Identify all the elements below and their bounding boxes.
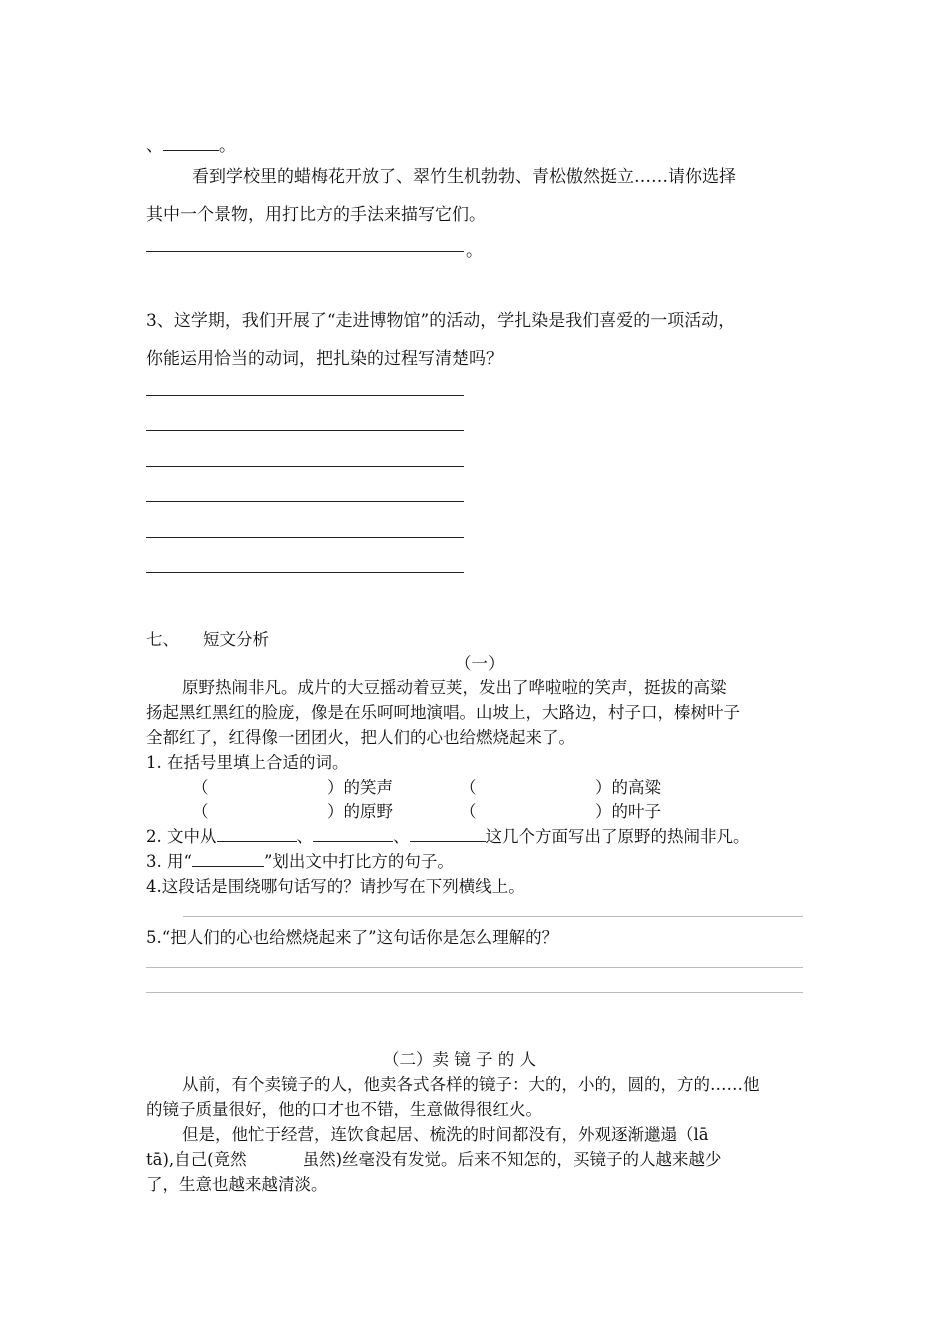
line-4-end: 虽然)丝毫没有发觉。后来不知怎的，买镜子的人越来越少	[302, 1150, 722, 1169]
separator: 、	[393, 827, 410, 846]
question-3-line-1: 3、这学期，我们开展了“走进博物馆”的活动，学扎染是我们喜爱的一项活动，	[146, 311, 736, 331]
passage-2-title: （二）卖 镜 子 的 人	[383, 1050, 536, 1069]
question-5: 5.“把人们的心也给燃烧起来了”这句话你是怎么理解的？	[146, 928, 559, 947]
passage-2-line-3: 但是，他忙于经营，连饮食起居、梳洗的时间都没有，外观逐渐邋遢（lā	[182, 1125, 709, 1144]
answer-line[interactable]	[183, 916, 803, 917]
question-2-start: 2. 文中从	[146, 827, 217, 846]
passage-1-line-3: 全都红了，红得像一团团火，把人们的心也给燃烧起来了。	[146, 728, 575, 747]
bracket-open: （	[460, 778, 477, 797]
bracket-open: （	[460, 802, 477, 821]
bracket-label: ）的叶子	[595, 802, 661, 821]
bracket-label: ）的笑声	[327, 778, 393, 797]
passage-2-line-5: 了，生意也越来越清淡。	[146, 1175, 328, 1194]
passage-2-line-1: 从前，有个卖镜子的人，他卖各式各样的镜子：大的，小的，圆的，方的……他	[182, 1075, 760, 1094]
question-4: 4.这段话是围绕哪句话写的？请抄写在下列横线上。	[146, 877, 525, 896]
question-3-start: 3. 用“	[146, 852, 192, 871]
answer-line[interactable]	[146, 537, 464, 538]
question-2	[146, 823, 750, 847]
answer-blank[interactable]	[313, 825, 393, 842]
question-1: 1. 在括号里填上合适的词。	[146, 753, 349, 772]
answer-line[interactable]	[146, 466, 464, 467]
passage-1-title: （一）	[455, 654, 505, 673]
bracket-label: ）的原野	[327, 802, 393, 821]
answer-blank[interactable]	[217, 825, 297, 842]
answer-line[interactable]	[146, 395, 464, 396]
answer-line[interactable]	[146, 572, 464, 573]
line-4-start: tā),自己(竟然	[146, 1150, 247, 1169]
answer-end-mark: 。	[466, 241, 483, 261]
answer-blank[interactable]	[410, 825, 486, 842]
bracket-open: （	[192, 778, 209, 797]
prompt-line-2: 其中一个景物，用打比方的手法来描写它们。	[146, 205, 486, 225]
passage-1-line-2: 扬起黑红黑红的脸庞，像是在乐呵呵地演唱。山坡上，大路边，村子口，榛树叶子	[146, 703, 740, 722]
passage-2-line-2: 的镜子质量很好，他的口才也不错，生意做得很红火。	[146, 1100, 542, 1119]
question-3	[146, 848, 454, 872]
passage-2-line-4	[146, 1146, 722, 1170]
answer-line[interactable]	[146, 992, 803, 993]
answer-line[interactable]	[146, 430, 464, 431]
line-prefix: 、	[146, 136, 163, 156]
continued-line	[146, 131, 236, 156]
answer-line[interactable]	[146, 501, 464, 502]
bracket-label: ）的高粱	[595, 778, 661, 797]
question-3-end: ”划出文中打比方的句子。	[263, 852, 454, 871]
answer-line[interactable]	[146, 251, 464, 252]
section-heading: 短文分析	[203, 630, 269, 649]
separator: 、	[296, 827, 313, 846]
answer-blank[interactable]	[192, 850, 264, 867]
question-3-line-2: 你能运用恰当的动词，把扎染的过程写清楚吗？	[146, 349, 503, 369]
section-number: 七、	[146, 630, 179, 649]
line-suffix: 。	[219, 136, 236, 156]
prompt-line-1: 看到学校里的蜡梅花开放了、翠竹生机勃勃、青松傲然挺立……请你选择	[192, 167, 736, 187]
answer-blank[interactable]	[163, 134, 219, 151]
answer-line[interactable]	[146, 967, 803, 968]
passage-1-line-1: 原野热闹非凡。成片的大豆摇动着豆荚，发出了哗啦啦的笑声，挺拔的高粱	[182, 678, 727, 697]
bracket-open: （	[192, 802, 209, 821]
question-2-end: 这几个方面写出了原野的热闹非凡。	[485, 827, 750, 846]
